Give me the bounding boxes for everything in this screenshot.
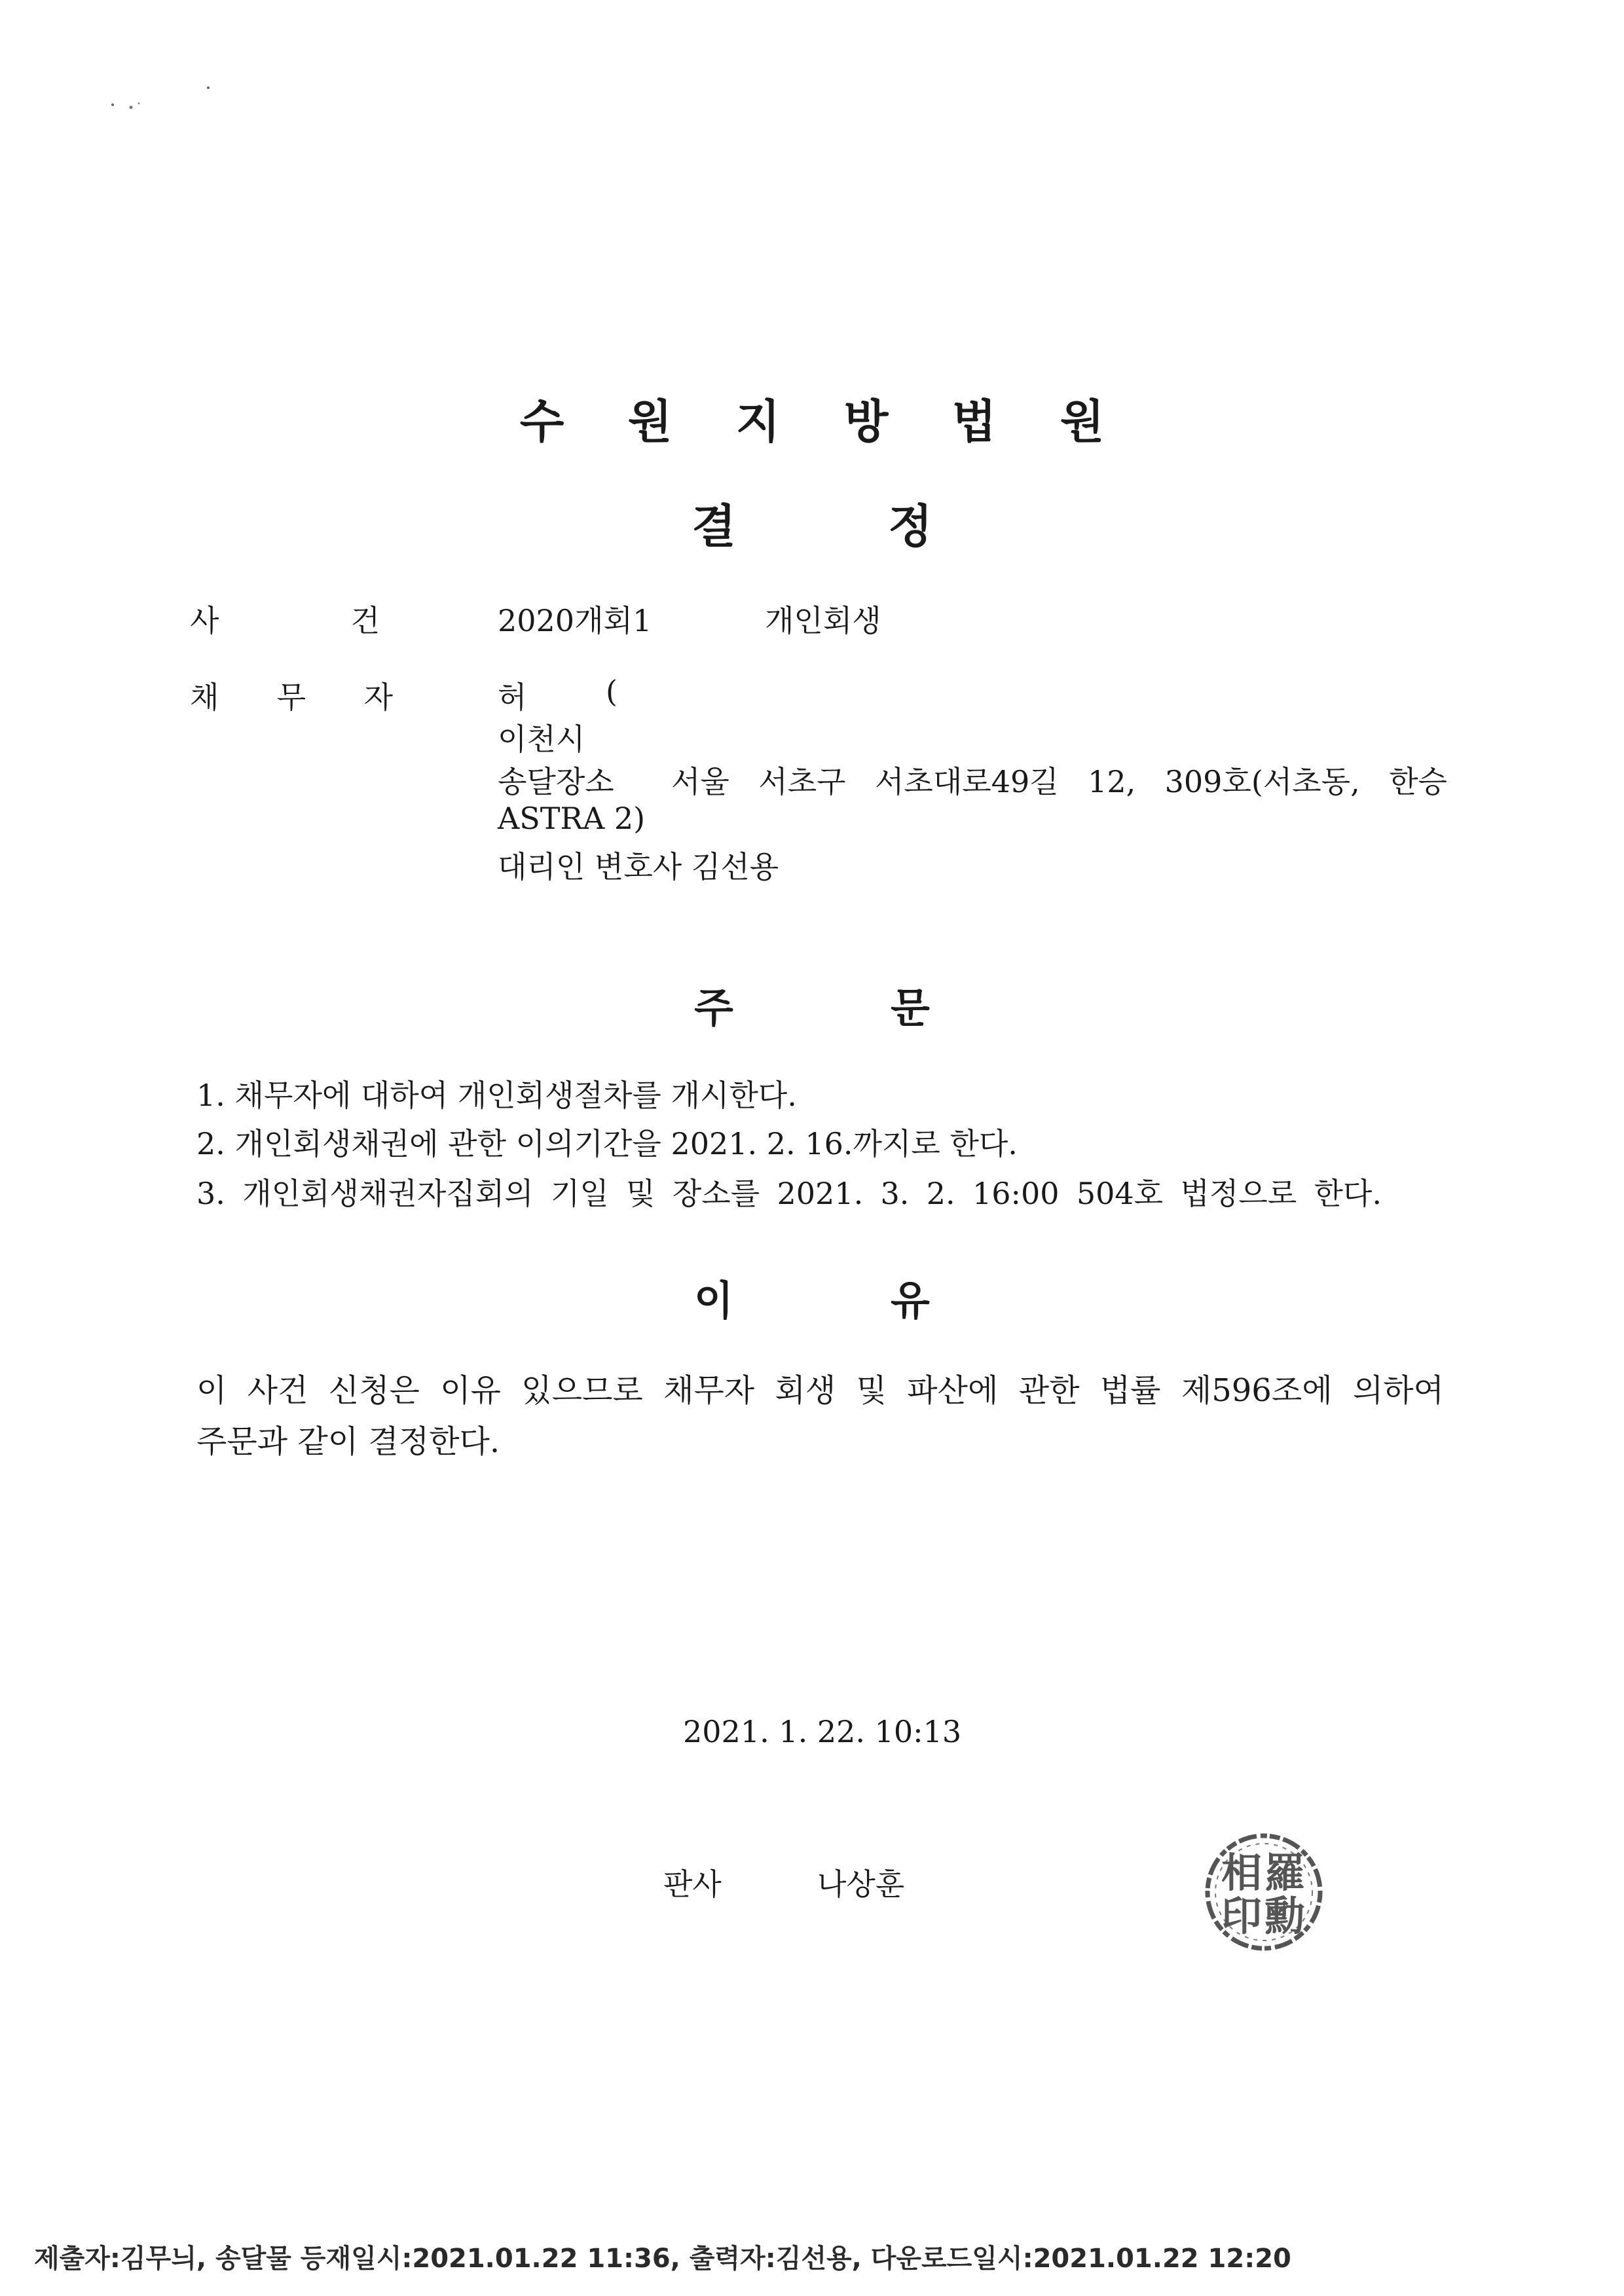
case-label-char: 건 bbox=[350, 603, 380, 638]
judge-label: 판사 bbox=[663, 1867, 722, 1902]
svg-text:勳: 勳 bbox=[1264, 1892, 1306, 1940]
court-name-char: 방 bbox=[843, 395, 889, 448]
download-footer: 제출자:김무늬, 송달물 등재일시:2021.01.22 11:36, 출력자:김선용, 다운로드일시:2021.01.22 12:20 bbox=[34, 2244, 1291, 2274]
document-title bbox=[0, 490, 1624, 556]
court-name-char: 수 bbox=[519, 395, 564, 448]
debtor-city: 이천시 bbox=[498, 721, 585, 757]
reason-text-line: 주문과 같이 결정한다. bbox=[196, 1423, 500, 1460]
debtor-paren: ( bbox=[606, 674, 618, 709]
reason-title-char: 이 bbox=[694, 1277, 733, 1324]
reason-section-title bbox=[0, 1268, 1624, 1326]
svg-text:印: 印 bbox=[1221, 1892, 1263, 1940]
order-title-char: 문 bbox=[891, 984, 930, 1032]
order-title-char: 주 bbox=[694, 984, 733, 1032]
debtor-name: 허 bbox=[498, 680, 527, 715]
case-number: 2020개회1 bbox=[498, 603, 652, 638]
document-title-char: 정 bbox=[888, 500, 932, 553]
judge-seal-stamp bbox=[1198, 1827, 1329, 1958]
order-section-title bbox=[0, 975, 1624, 1034]
order-item: 1. 채무자에 대하여 개인회생절차를 개시한다. bbox=[196, 1078, 797, 1113]
court-name-char: 원 bbox=[627, 395, 673, 448]
scan-speck-marks bbox=[98, 84, 229, 110]
debtor-label-char: 무 bbox=[276, 680, 306, 715]
document-title-char: 결 bbox=[692, 500, 736, 553]
svg-text:相: 相 bbox=[1221, 1849, 1263, 1897]
court-name-char: 법 bbox=[951, 395, 997, 448]
case-type: 개인회생 bbox=[765, 603, 881, 638]
decision-date: 2021. 1. 22. 10:13 bbox=[683, 1714, 962, 1749]
court-name bbox=[0, 385, 1624, 451]
case-label-char: 사 bbox=[190, 603, 219, 638]
debtor-label-char: 자 bbox=[363, 680, 393, 715]
debtor-label-char: 채 bbox=[190, 680, 219, 715]
order-item: 3. 개인회생채권자집회의 기일 및 장소를 2021. 3. 2. 16:00 504호 법정으로 한다. bbox=[196, 1176, 1382, 1211]
judge-name: 나상훈 bbox=[817, 1867, 905, 1902]
debtor-label bbox=[190, 674, 393, 717]
case-label bbox=[190, 597, 380, 640]
service-address-continued: ASTRA 2) bbox=[498, 801, 646, 836]
court-name-char: 지 bbox=[735, 395, 781, 448]
service-address-label: 송달장소 bbox=[498, 764, 614, 799]
order-item: 2. 개인회생채권에 관한 이의기간을 2021. 2. 16.까지로 한다. bbox=[196, 1126, 1018, 1161]
court-name-char: 원 bbox=[1060, 395, 1105, 448]
reason-text-line: 이 사건 신청은 이유 있으므로 채무자 회생 및 파산에 관한 법률 제596조에 의하여 bbox=[196, 1372, 1444, 1409]
reason-title-char: 유 bbox=[891, 1277, 930, 1324]
service-address: 서울 서초구 서초대로49길 12, 309호(서초동, 한승 bbox=[671, 764, 1447, 799]
attorney: 대리인 변호사 김선용 bbox=[498, 849, 779, 884]
svg-text:羅: 羅 bbox=[1264, 1849, 1306, 1897]
